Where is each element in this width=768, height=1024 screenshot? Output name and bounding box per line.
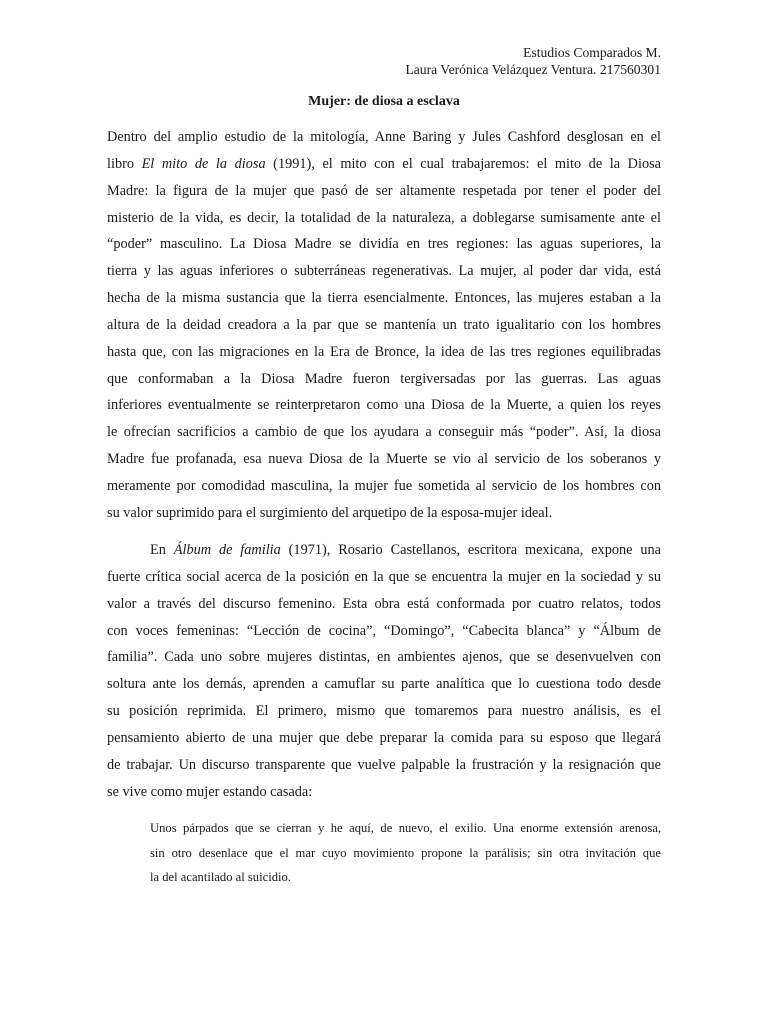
paragraph-line: hecha de la misma sustancia que la tierra esencialmente. Entonces, las mujeres estaban a la: [107, 290, 661, 307]
paragraph-line: misterio de la vida, es decir, la totalidad de la naturaleza, a doblegarse sumisamente ante el: [107, 209, 661, 226]
paragraph-line: “poder” masculino. La Diosa Madre se dividía en tres regiones: las aguas superiores, la: [107, 236, 661, 253]
book-title: El mito de la diosa: [141, 155, 266, 172]
paragraph-line: fuerte crítica social acerca de la posición en la que se encuentra la mujer en la sociedad y su: [107, 568, 661, 585]
paragraph-line: le ofrecían sacrificios a cambio de que los ayudara a conseguir más “poder”. Así, la diosa: [107, 424, 661, 441]
paragraph-2: [107, 537, 661, 805]
paragraph-line: hasta que, con las migraciones en la Era de Bronce, la idea de las tres regiones equilibradas: [107, 343, 661, 360]
paragraph-line: pensamiento abierto de una mujer que debe preparar la comida para su esposo que llegará: [107, 729, 661, 746]
paragraph-line: Dentro del amplio estudio de la mitología, Anne Baring y Jules Cashford desglosan en el: [107, 129, 661, 145]
paragraph-line: con voces femeninas: “Lección de cocina”, “Domingo”, “Cabecita blanca” y “Álbum de: [107, 622, 661, 639]
paragraph-line: [107, 151, 661, 178]
page-header: [405, 44, 661, 78]
paragraph-line: familia”. Cada uno sobre mujeres distintas, en ambientes ajenos, que se desenvuelven con: [107, 649, 661, 666]
quote-line: la del acantilado al suicidio.: [150, 870, 291, 884]
paragraph-line: su posición reprimida. El primero, mismo que tomaremos para nuestro análisis, es el: [107, 703, 661, 720]
text-run: (1971), Rosario Castellanos, escritora mexicana, expone una: [280, 542, 661, 558]
paragraph-line: se vive como mujer estando casada:: [107, 783, 313, 800]
paragraph-line: Madre fue profanada, esa nueva Diosa de la Muerte se vio al servicio de los soberanos y: [107, 451, 661, 468]
paragraph-line: que conformaban a la Diosa Madre fueron tergiversadas por las guerras. Las aguas: [107, 370, 661, 387]
paragraph-line: altura de la deidad creadora a la par que se mantenía un trato igualitario con los hombres: [107, 316, 661, 333]
paragraph-line: meramente por comodidad masculina, la mujer fue sometida al servicio de los hombres con: [107, 477, 661, 494]
text-run: En: [150, 542, 174, 558]
document-title: Mujer: de diosa a esclava: [308, 94, 460, 109]
course-name: Estudios Comparados M.: [523, 45, 661, 60]
paragraph-line: [107, 537, 661, 564]
paragraph-line: Madre: la figura de la mujer que pasó de ser altamente respetada por tener el poder del: [107, 182, 661, 199]
paragraph-line: inferiores eventualmente se reinterpretaron como una Diosa de la Muerte, a quien los reyes: [107, 397, 661, 414]
block-quote: [150, 816, 661, 890]
quote-line: Unos párpados que se cierran y he aquí, de nuevo, el exilio. Una enorme extensión arenosa,: [150, 821, 661, 835]
paragraph-line: tierra y las aguas inferiores o subterráneas regenerativas. La mujer, al poder dar vida, está: [107, 263, 661, 280]
paragraph-line: de trabajar. Un discurso transparente que vuelve palpable la frustración y la resignación que: [107, 756, 661, 773]
book-title: Álbum de familia: [173, 542, 281, 558]
paragraph-line: valor a través del discurso femenino. Esta obra está conformada por cuatro relatos, todos: [107, 595, 661, 612]
text-run: libro: [107, 155, 142, 172]
text-run: (1991), el mito con el cual trabajaremos: el mito de la Diosa: [265, 155, 662, 172]
author-line: Laura Verónica Velázquez Ventura. 217560301: [405, 62, 661, 77]
paragraph-line: su valor suprimido para el surgimiento del arquetipo de la esposa-mujer ideal.: [107, 504, 553, 521]
paragraph-1: [107, 124, 661, 527]
paragraph-line: soltura ante los demás, aprenden a camuflar su parte analítica que lo cuestiona todo desde: [107, 676, 661, 693]
quote-line: sin otro desenlace que el mar cuyo movimiento propone la parálisis; sin otra invitación que: [150, 845, 661, 860]
